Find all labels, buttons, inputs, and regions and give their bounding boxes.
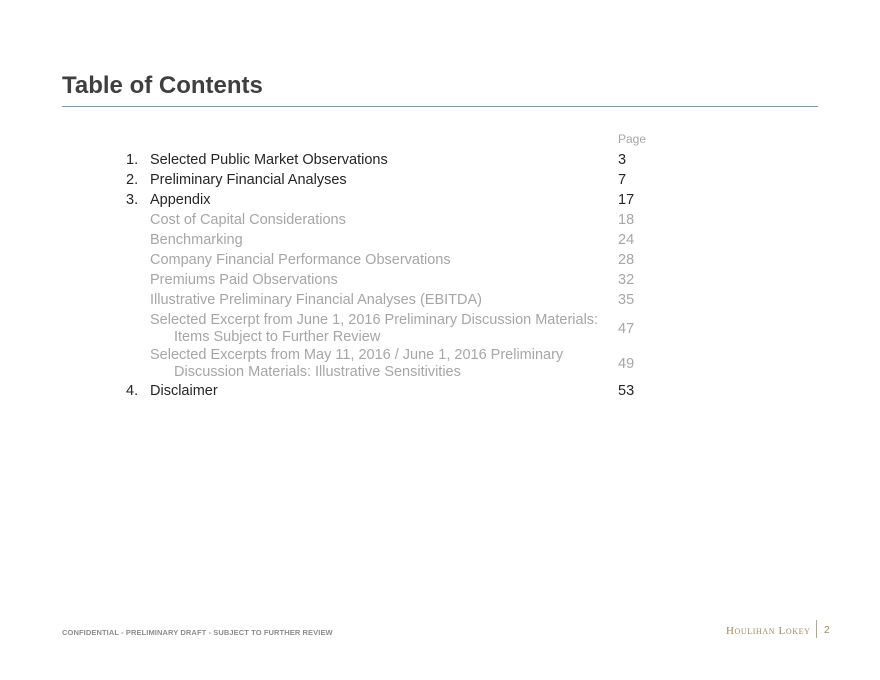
toc-entry-number: 2. xyxy=(126,172,139,188)
toc-entry-page: 47 xyxy=(618,321,635,337)
logo-text: Houlihan Lokey xyxy=(726,625,811,637)
page-title: Table of Contents xyxy=(62,72,263,99)
toc-entry-label: Company Financial Performance Observations xyxy=(150,252,451,268)
toc-entry-page: 28 xyxy=(618,252,635,268)
toc-entry-page: 17 xyxy=(618,192,635,208)
toc-entry-page: 24 xyxy=(618,232,635,248)
toc-entry-page: 49 xyxy=(618,356,635,372)
toc-entry-label: Selected Excerpts from May 11, 2016 / June 1, 2016 Preliminary Discussion Materials: Illustrative Sensitivities xyxy=(150,347,610,381)
toc-entry-number: 4. xyxy=(126,383,139,399)
toc-entry-page: 3 xyxy=(618,152,627,168)
page-column-header: Page xyxy=(618,132,647,146)
toc-entry-label-continuation: Discussion Materials: Illustrative Sensitivities xyxy=(174,364,461,380)
toc-entry-page: 32 xyxy=(618,272,635,288)
toc-entry-page: 7 xyxy=(618,172,627,188)
toc-entry-page: 53 xyxy=(618,383,635,399)
toc-entry-label: Premiums Paid Observations xyxy=(150,272,338,288)
footer-divider xyxy=(816,620,817,638)
toc-entry-label: Cost of Capital Considerations xyxy=(150,212,346,228)
toc-entry-label-continuation: Items Subject to Further Review xyxy=(174,329,381,345)
toc-entry-page: 35 xyxy=(618,292,635,308)
toc-entry-page: 18 xyxy=(618,212,635,228)
page-number: 2 xyxy=(824,625,830,636)
houlihan-lokey-logo xyxy=(726,625,810,637)
toc-entry-label: Preliminary Financial Analyses xyxy=(150,172,347,188)
toc-entry-label: Disclaimer xyxy=(150,383,218,399)
toc-entry-label: Illustrative Preliminary Financial Analyses (EBITDA) xyxy=(150,292,482,308)
toc-entry-number: 3. xyxy=(126,192,139,208)
toc-entry-label: Selected Public Market Observations xyxy=(150,152,388,168)
toc-entry-label: Benchmarking xyxy=(150,232,243,248)
toc-entry-number: 1. xyxy=(126,152,139,168)
confidential-notice: CONFIDENTIAL - PRELIMINARY DRAFT - SUBJECT TO FURTHER REVIEW xyxy=(62,628,333,637)
title-divider xyxy=(62,106,818,107)
toc-entry-label: Selected Excerpt from June 1, 2016 Preliminary Discussion Materials: Items Subject to Further Review xyxy=(150,312,610,346)
toc-entry-label: Appendix xyxy=(150,192,211,208)
